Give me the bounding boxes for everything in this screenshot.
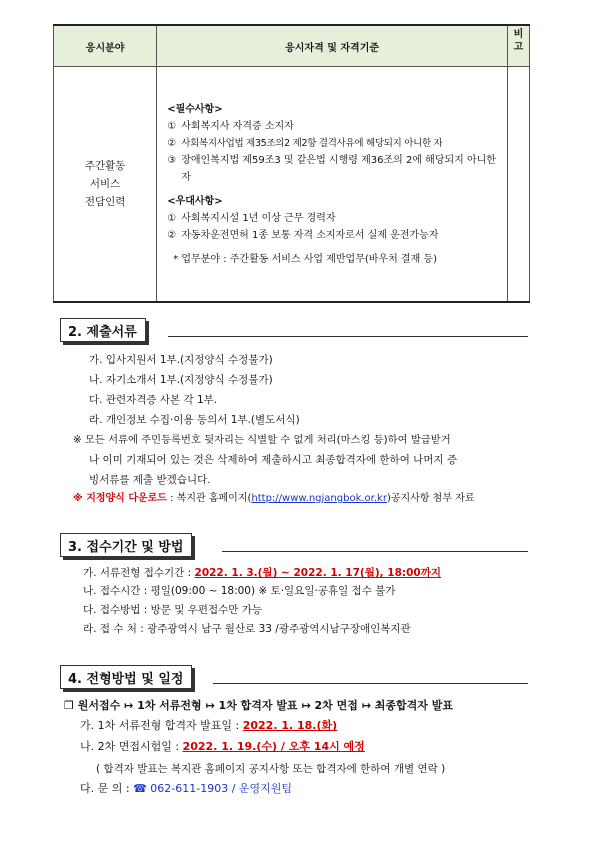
requirements-table bbox=[53, 24, 530, 303]
download-text-pre: : 복지관 홈페이지( bbox=[166, 493, 252, 504]
duty-note: * 업무분야 : 주간활동 서비스 사업 제반업무(바우처 결재 등) bbox=[173, 253, 437, 265]
section2-rule bbox=[168, 336, 528, 337]
section4-rule bbox=[213, 683, 528, 684]
submit-item: 가. 입사지원서 1부.(지정양식 수정불가) bbox=[89, 354, 273, 366]
field-cell bbox=[54, 67, 157, 303]
section3-header bbox=[60, 532, 192, 558]
submit-item: 라. 개인정보 수집‧이용 동의서 1부.(별도서식) bbox=[89, 414, 300, 426]
method-line: 다. 접수방법 : 방문 및 우편접수만 가능 bbox=[83, 604, 263, 616]
period-label: 가. 서류전형 접수기간 : bbox=[83, 567, 195, 579]
submit-item: 다. 관련자격증 사본 각 1부. bbox=[89, 394, 218, 406]
place-line: 라. 접 수 처 : 광주광역시 남구 월산로 33 /광주광역시남구장애인복지관 bbox=[83, 623, 411, 635]
period-line bbox=[83, 566, 441, 580]
homepage-link[interactable]: http://www.ngjangbok.or.kr bbox=[251, 493, 387, 504]
note-cell bbox=[507, 67, 529, 303]
field-line-2: 서비스 bbox=[89, 178, 121, 190]
required-title: <필수사항> bbox=[167, 103, 223, 115]
section3-rule bbox=[222, 551, 528, 552]
preferred-title: <우대사항> bbox=[167, 195, 223, 207]
announce-note: ( 합격자 발표는 복지관 홈페이지 공지사항 또는 합격자에 한하여 개별 연락 ) bbox=[96, 763, 446, 775]
section3-title: 3. 접수기간 및 방법 bbox=[60, 533, 192, 557]
field-line-1: 주간활동 bbox=[84, 160, 126, 172]
header-note bbox=[507, 25, 529, 67]
required-item: ② 사회복지사업법 제35조의2 제2항 결격사유에 해당되지 아니한 자 bbox=[167, 137, 443, 149]
notice-line: 나 이미 기재되어 있는 것은 삭제하여 제출하시고 최종합격자에 한하여 나머지 증 bbox=[89, 454, 458, 466]
notice-line: 빙서류를 제출 받겠습니다. bbox=[89, 474, 211, 486]
preferred-item: ② 자동차운전면허 1종 보통 자격 소지자로서 실제 운전가능자 bbox=[167, 229, 439, 241]
contact-label: 다. 문 의 : bbox=[80, 782, 134, 795]
first-result-date: 2022. 1. 18.(화) bbox=[242, 719, 338, 732]
first-result-label: 가. 1차 서류전형 합격자 발표일 : bbox=[80, 719, 243, 732]
interview-label: 나. 2차 면접시험일 : bbox=[80, 740, 183, 753]
header-qualification: 응시자격 및 자격기준 bbox=[157, 25, 508, 67]
submit-item: 나. 자기소개서 1부.(지정양식 수정불가) bbox=[89, 374, 273, 386]
required-item: ③ 장애인복지법 제59조3 및 같은법 시행령 제36조의 2에 해당되지 아니한 자 bbox=[167, 154, 496, 183]
download-text-post: )공지사항 첨부 자료 bbox=[386, 493, 475, 504]
time-line: 나. 접수시간 : 평일(09:00 ~ 18:00) ※ 토·일요일·공휴일 접수 불가 bbox=[83, 585, 396, 597]
qualification-cell bbox=[157, 67, 508, 303]
contact-line bbox=[80, 782, 292, 796]
selection-flow: ❒ 원서접수 ↦ 1차 서류전형 ↦ 1차 합격자 발표 ↦ 2차 면접 ↦ 최종합격자 발표 bbox=[64, 699, 453, 712]
interview-line bbox=[80, 740, 365, 754]
header-field: 응시분야 bbox=[54, 25, 157, 67]
field-line-3: 전담인력 bbox=[84, 196, 126, 208]
section2-title: 2. 제출서류 bbox=[60, 318, 146, 342]
section2-header bbox=[60, 317, 146, 343]
notice-line: ※ 모든 서류에 주민등록번호 뒷자리는 식별할 수 없게 처리(마스킹 등)하여 발급받거 bbox=[73, 434, 451, 446]
section4-title: 4. 전형방법 및 일정 bbox=[60, 665, 192, 689]
interview-date: 2022. 1. 19.(수) / 오후 14시 예정 bbox=[182, 740, 365, 753]
header-note-text: 비고 bbox=[513, 29, 524, 53]
first-result-line bbox=[80, 719, 337, 733]
required-item: ① 사회복지사 자격증 소지자 bbox=[167, 120, 294, 132]
preferred-item: ① 사회복지시설 1년 이상 근무 경력자 bbox=[167, 212, 336, 224]
contact-value: ☎ 062-611-1903 / 운영지원팀 bbox=[133, 782, 293, 795]
download-line bbox=[73, 492, 475, 506]
period-value: 2022. 1. 3.(월) ~ 2022. 1. 17(월), 18:00까지 bbox=[194, 567, 442, 579]
section4-header bbox=[60, 664, 192, 690]
download-label: ※ 지정양식 다운로드 bbox=[73, 493, 167, 504]
